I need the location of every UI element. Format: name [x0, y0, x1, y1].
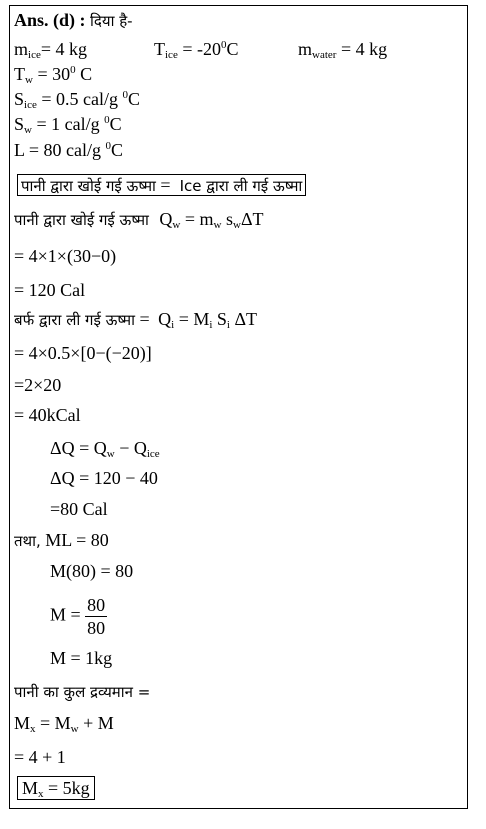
step-6: ΔQ = 120 − 40: [50, 468, 158, 488]
given-masses-row: [14, 38, 388, 61]
step-5: = 40kCal: [14, 405, 81, 425]
step-4: =2×20: [14, 375, 62, 395]
answer-label: Ans. (d) :: [14, 10, 86, 30]
final-answer-box: $M_x = 5kg$: [17, 777, 95, 799]
m-water-given: $m_{water} = 4$ kg: [298, 39, 388, 61]
step-7: =80 Cal: [50, 499, 108, 519]
fraction: $\frac{80}{80}$: [87, 595, 106, 638]
ml-equation: ML = 80: [45, 530, 109, 550]
total-mass-equation: $M_x = M_w + M$: [14, 713, 114, 735]
step-2: = 120 Cal: [14, 280, 86, 300]
delta-q-equation: $\Delta Q = Q_w - Q_{ice}$: [50, 438, 160, 460]
sum-step: = 4 + 1: [14, 747, 66, 767]
tatha-label: तथा,: [14, 532, 41, 550]
ml-row: [14, 529, 109, 552]
heat-gained-label: Ice द्वारा ली गई ऊष्मा: [179, 177, 303, 195]
t-water-given: $T_w = 30^0$ C: [14, 64, 93, 86]
heat-lost-label: पानी द्वारा खोई गई ऊष्मा: [21, 177, 156, 195]
t-ice-given: $T_{ice} = -20^0C$: [154, 39, 239, 61]
water-heat-equation: पानी द्वारा खोई गई ऊष्मा $Q_w = m_w$ $s_w\Delta T$: [14, 209, 264, 231]
m-80-equation: M(80) = 80: [50, 561, 134, 581]
total-mass-label: पानी का कुल द्रव्यमान =: [14, 683, 151, 701]
m-fraction-equation: M = $\frac{80}{80}$: [50, 595, 106, 638]
answer-heading: [14, 9, 133, 32]
s-water-given: $S_w = 1$ cal/g $^0$C: [14, 114, 122, 136]
latent-heat-given: L = 80 cal/g $^0$C: [14, 140, 123, 160]
m-ice-given: $m_{ice}= 4$ kg: [14, 39, 87, 61]
heat-balance-box: पानी द्वारा खोई गई ऊष्मा = Ice द्वारा ली गई ऊष्मा: [17, 174, 306, 197]
given-label: दिया है-: [90, 12, 133, 30]
m-result: M = 1kg: [50, 648, 113, 668]
step-1: = 4×1×(30−0): [14, 246, 117, 266]
s-ice-given: $S_{ice} = 0.5$ cal/g $^0$C: [14, 89, 140, 111]
step-3: = 4×0.5×[0−(−20)]: [14, 343, 152, 363]
ice-heat-equation: बर्फ द्वारा ली गई ऊष्मा = $Q_i = M_i$ $S_i$ ΔT: [14, 309, 258, 331]
final-answer: 5kg: [62, 778, 90, 798]
